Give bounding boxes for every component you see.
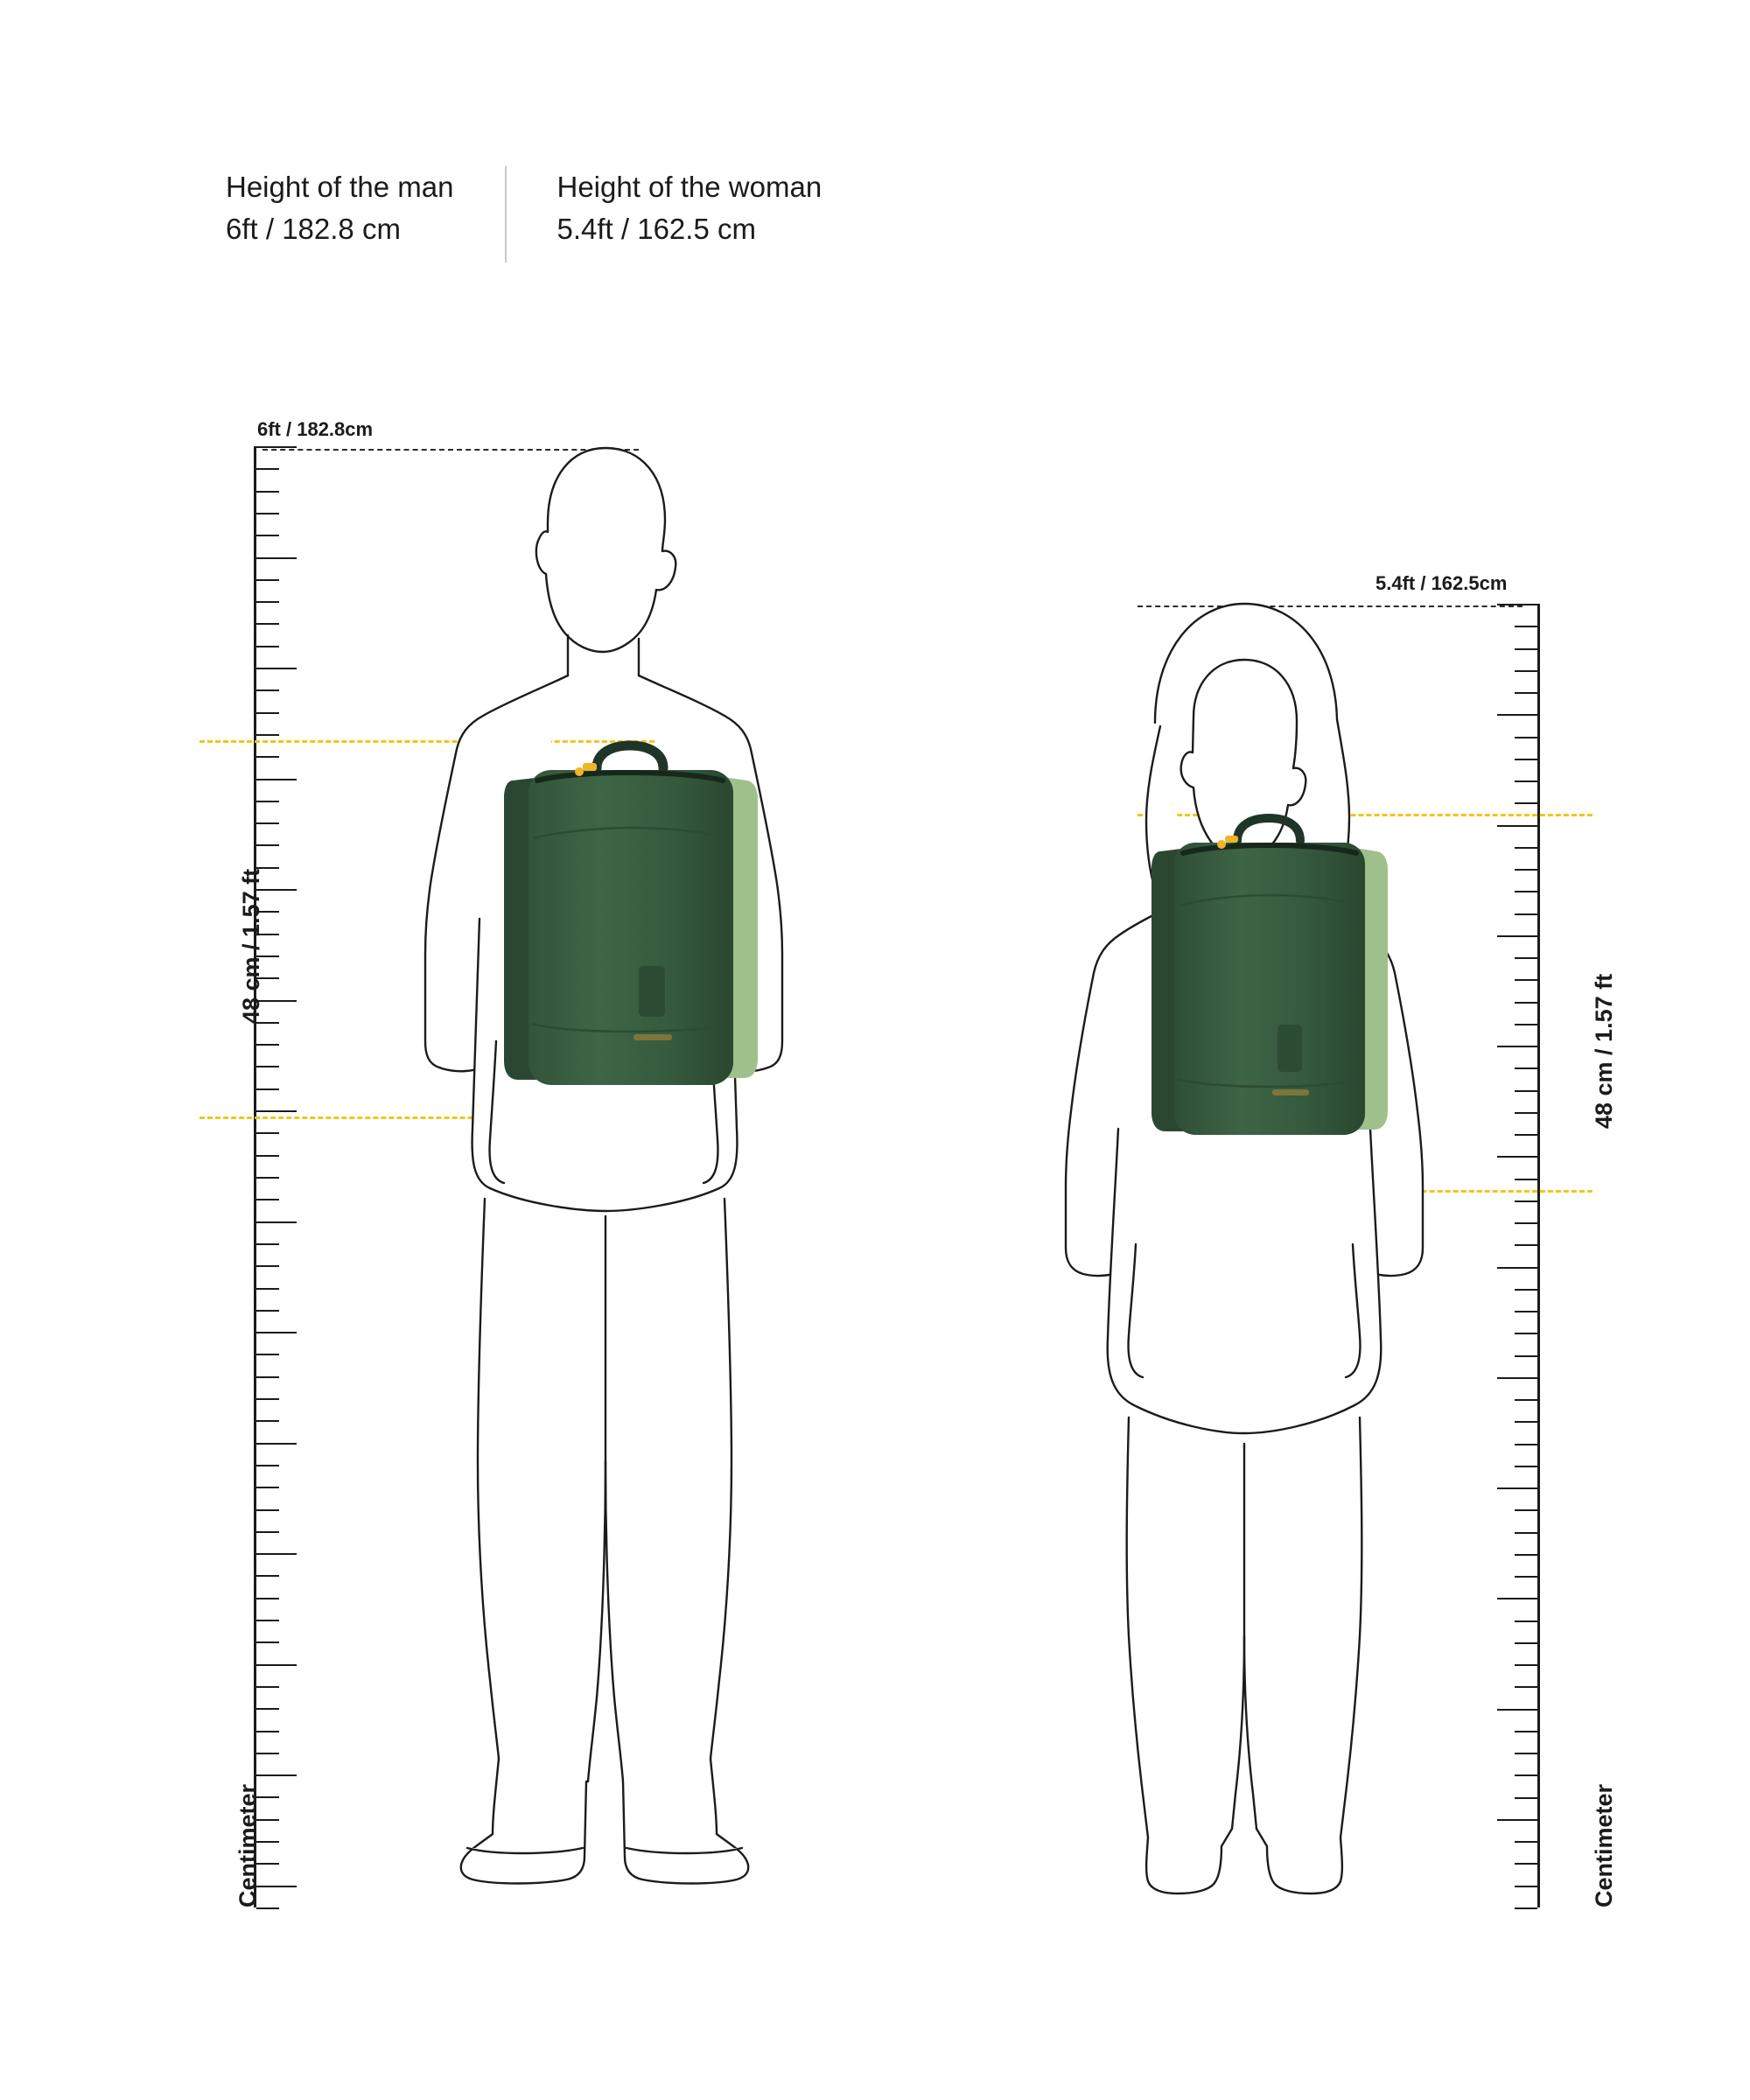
woman-figure (875, 0, 1750, 2100)
ruler-tick (1515, 626, 1537, 627)
ruler-tick (1515, 1311, 1537, 1312)
ruler-tick (1515, 847, 1537, 849)
ruler-tick (256, 1620, 279, 1621)
woman-top-label: 5.4ft / 162.5cm (1376, 572, 1508, 594)
man-measure-label: 48 cm / 1.57 ft (238, 868, 264, 1024)
ruler-tick (256, 1265, 279, 1267)
ruler-tick (1515, 1421, 1537, 1423)
ruler-tick (256, 844, 279, 846)
ruler-tick (1515, 648, 1537, 650)
woman-measure-label: 48 cm / 1.57 ft (1591, 973, 1617, 1129)
ruler-tick (256, 491, 279, 493)
ruler-tick (1515, 1222, 1537, 1224)
ruler-tick (256, 1553, 297, 1555)
man-height-title: Height of the man (226, 171, 454, 203)
ruler-tick (256, 1731, 279, 1732)
ruler-tick (256, 756, 279, 758)
man-unit-label: Centimeter (234, 1783, 261, 1908)
ruler-tick (1497, 1488, 1537, 1489)
woman-ruler (1479, 604, 1540, 1908)
ruler-tick (1515, 1797, 1537, 1799)
ruler-tick (256, 1132, 279, 1134)
ruler-tick (1515, 1686, 1537, 1688)
ruler-tick (256, 1066, 279, 1068)
ruler-tick (1497, 825, 1537, 827)
woman-unit-label: Centimeter (1591, 1783, 1617, 1908)
ruler-tick (1515, 1554, 1537, 1556)
ruler-tick (256, 1376, 279, 1378)
ruler-tick (256, 1642, 279, 1643)
man-silhouette (376, 429, 831, 1908)
ruler-tick (1515, 1642, 1537, 1644)
ruler-tick (256, 535, 279, 536)
ruler-tick (1515, 670, 1537, 672)
ruler-tick (256, 1398, 279, 1400)
woman-backpack (1146, 801, 1391, 1177)
ruler-tick (1515, 1774, 1537, 1776)
ruler-tick (1515, 914, 1537, 915)
ruler-tick (256, 1288, 279, 1290)
woman-silhouette (1006, 586, 1470, 1908)
ruler-tick (1515, 1886, 1537, 1887)
ruler-tick (256, 1575, 279, 1577)
ruler-tick (256, 1354, 279, 1355)
ruler-tick (1515, 891, 1537, 892)
ruler-tick (1515, 1509, 1537, 1511)
ruler-tick (1497, 1377, 1537, 1379)
ruler-tick (256, 1686, 279, 1688)
ruler-tick (1497, 1156, 1537, 1158)
ruler-tick (1515, 1664, 1537, 1666)
ruler-tick (1497, 1046, 1537, 1047)
ruler-tick (256, 623, 279, 625)
ruler-tick (256, 1199, 279, 1200)
ruler-tick (1515, 1289, 1537, 1291)
ruler-tick (1497, 1598, 1537, 1600)
man-backpack (499, 726, 761, 1129)
ruler-tick (256, 690, 279, 691)
ruler-tick (1515, 1200, 1537, 1202)
ruler-tick (256, 712, 279, 714)
ruler-tick (1497, 1267, 1537, 1269)
woman-height-title: Height of the woman (556, 171, 822, 203)
ruler-tick (256, 1443, 297, 1445)
ruler-tick (1515, 1863, 1537, 1865)
ruler-tick (256, 1177, 279, 1179)
ruler-tick (1515, 957, 1537, 959)
ruler-tick (256, 1531, 279, 1533)
ruler-tick (1515, 1068, 1537, 1069)
man-ruler (254, 446, 315, 1908)
ruler-tick (1515, 1355, 1537, 1357)
ruler-tick (1515, 979, 1537, 981)
ruler-tick (256, 601, 279, 603)
ruler-tick (256, 1088, 279, 1090)
ruler-tick (1515, 1841, 1537, 1843)
ruler-tick (1515, 1244, 1537, 1246)
ruler-tick (1515, 1112, 1537, 1114)
ruler-tick (1515, 737, 1537, 738)
ruler-tick (1515, 1134, 1537, 1136)
ruler-tick (1515, 869, 1537, 871)
ruler-tick (256, 779, 297, 780)
ruler-tick (256, 1509, 279, 1511)
ruler-tick (256, 1243, 279, 1245)
ruler-tick (1515, 780, 1537, 782)
ruler-tick (1515, 1399, 1537, 1401)
ruler-tick (1515, 1753, 1537, 1754)
ruler-tick (1515, 1908, 1537, 1909)
ruler-tick (256, 1155, 279, 1157)
ruler-tick (256, 1908, 279, 1909)
ruler-tick (256, 1222, 297, 1223)
ruler-tick (1515, 1731, 1537, 1732)
ruler-tick (256, 579, 279, 581)
ruler-tick (1515, 1002, 1537, 1004)
ruler-tick (256, 468, 279, 470)
woman-ruler-spine (1537, 604, 1540, 1908)
ruler-tick (256, 1708, 279, 1710)
ruler-tick (256, 646, 279, 648)
ruler-tick (256, 1465, 279, 1466)
ruler-tick (256, 1598, 279, 1600)
ruler-tick (256, 734, 279, 736)
ruler-tick (1515, 1333, 1537, 1334)
ruler-tick (256, 822, 279, 824)
ruler-tick (1497, 714, 1537, 716)
ruler-tick (256, 1753, 279, 1754)
ruler-tick (256, 446, 297, 448)
ruler-tick (1497, 935, 1537, 937)
ruler-tick (1515, 1444, 1537, 1446)
ruler-tick (1515, 1466, 1537, 1467)
ruler-tick (1515, 759, 1537, 760)
ruler-tick (1497, 1709, 1537, 1711)
ruler-tick (1515, 1620, 1537, 1622)
man-height-value: 6ft / 182.8 cm (226, 213, 401, 245)
ruler-tick (256, 557, 297, 559)
ruler-tick (256, 1420, 279, 1422)
ruler-tick (1515, 802, 1537, 804)
ruler-tick (1515, 692, 1537, 694)
ruler-tick (256, 1774, 297, 1776)
ruler-tick (256, 1310, 279, 1312)
ruler-tick (256, 1110, 297, 1112)
ruler-tick (256, 513, 279, 514)
ruler-tick (1515, 1179, 1537, 1180)
ruler-tick (256, 668, 297, 669)
ruler-tick (1515, 1024, 1537, 1026)
ruler-tick (1515, 1532, 1537, 1534)
ruler-tick (256, 1664, 297, 1666)
ruler-tick (1515, 1576, 1537, 1578)
ruler-tick (256, 1886, 297, 1887)
ruler-tick (256, 1044, 279, 1046)
ruler-tick (256, 801, 279, 802)
ruler-tick (1515, 1090, 1537, 1092)
woman-height-value: 5.4ft / 162.5 cm (556, 213, 756, 245)
ruler-tick (256, 1332, 297, 1334)
man-top-label: 6ft / 182.8cm (257, 418, 374, 440)
ruler-tick (1497, 1819, 1537, 1821)
ruler-tick (256, 1487, 279, 1488)
